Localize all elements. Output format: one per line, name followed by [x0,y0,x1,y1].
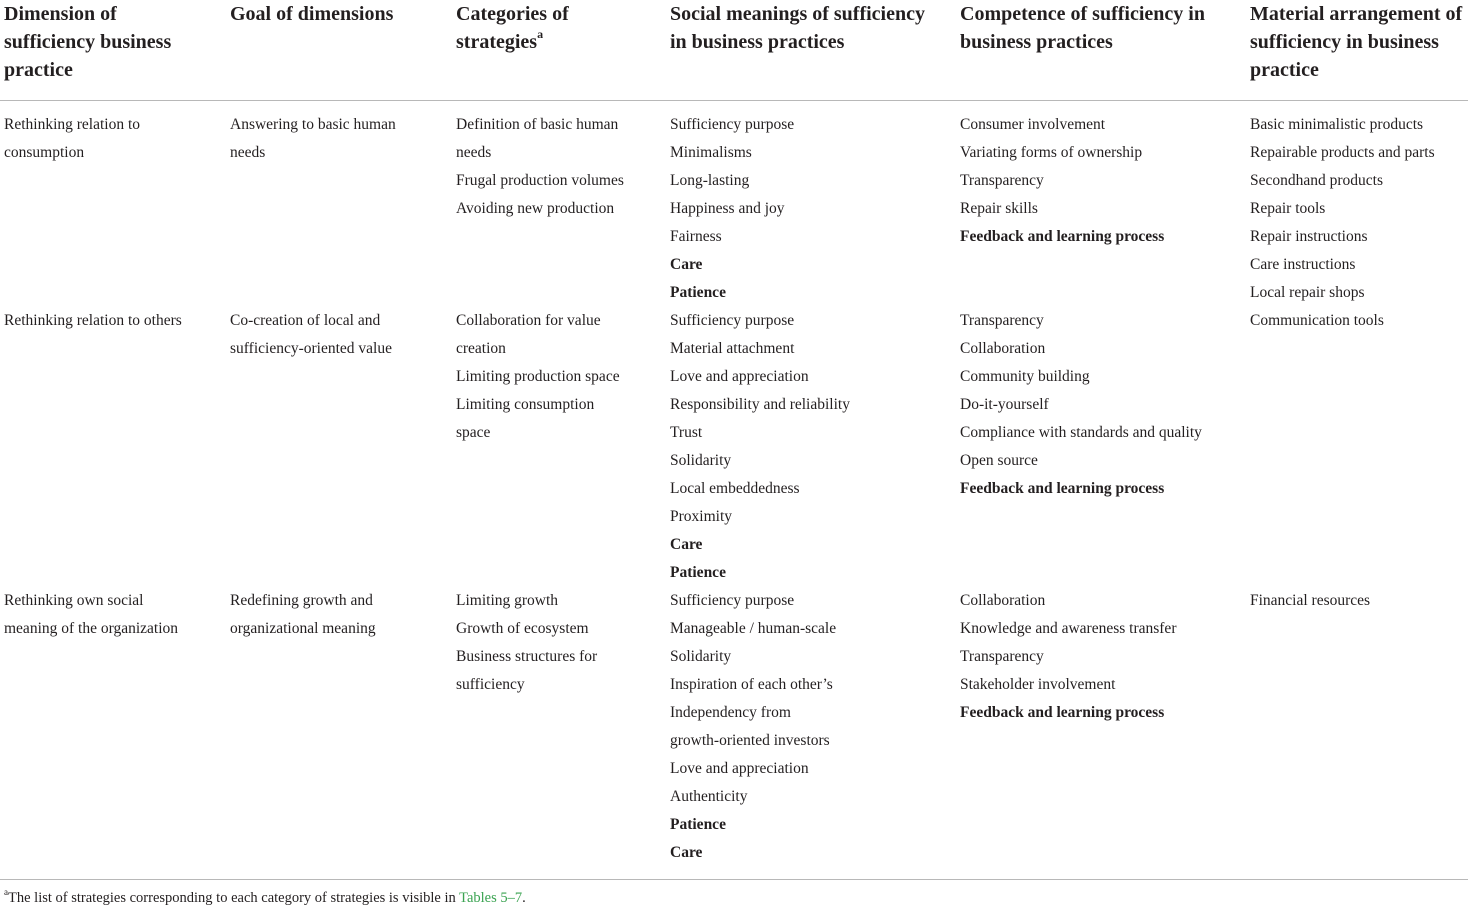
cell-line: consumption [4,144,85,161]
cell-line: Rethinking own social [4,592,144,609]
header-text: business practices [960,31,1113,53]
cell-line: Transparency [960,648,1044,665]
cell-line: Rethinking relation to [4,116,141,133]
cell-line: Material attachment [670,340,795,357]
cell-goal [226,101,452,308]
footnote-marker: a [537,27,544,42]
cell-material [1246,101,1468,308]
cell-line: Solidarity [670,648,732,665]
cell-dimension [0,101,226,308]
cell-line: Feedback and learning process [960,228,1165,245]
cell-social-meanings [666,101,956,308]
cell-line: Care [670,256,703,273]
cell-categories [452,587,666,880]
cell-line: Feedback and learning process [960,704,1165,721]
header-text: sufficiency in business [1250,31,1439,53]
cell-line: Consumer involvement [960,116,1106,133]
cell-line: Collaboration for value [456,312,601,329]
cell-line: Local embeddedness [670,480,800,497]
cell-line: needs [456,144,492,161]
table-row [0,307,1468,587]
cell-line: Transparency [960,172,1044,189]
cell-line: space [456,424,491,441]
cell-line: Rethinking relation to others [4,312,182,329]
cell-line: Transparency [960,312,1044,329]
cell-line: Love and appreciation [670,760,809,777]
cell-line: Community building [960,368,1090,385]
cell-competence [956,101,1246,308]
table-row [0,101,1468,308]
table-row [0,587,1468,880]
cell-line: Do-it-yourself [960,396,1049,413]
cell-line: Communication tools [1250,312,1384,329]
cell-line: Sufficiency purpose [670,116,795,133]
header-text: in business practices [670,31,845,53]
cell-material [1246,307,1468,587]
cell-line: Long-lasting [670,172,750,189]
cell-line: Manageable / human-scale [670,620,837,637]
cell-line: Growth of ecosystem [456,620,589,637]
cell-line: Trust [670,424,703,441]
cell-line: Repair instructions [1250,228,1368,245]
cell-line: organizational meaning [230,620,376,637]
footnote-end: . [522,889,526,906]
cell-line: Repair skills [960,200,1038,217]
cell-line: growth-oriented investors [670,732,830,749]
cell-line: Local repair shops [1250,284,1365,301]
cell-line: Sufficiency purpose [670,312,795,329]
cell-dimension [0,587,226,880]
cell-material [1246,587,1468,880]
header-text: practice [1250,59,1319,81]
header-text: Dimension of [4,3,117,25]
header-text: practice [4,59,73,81]
cell-line: meaning of the organization [4,620,179,637]
header-text: Goal of dimensions [230,3,394,25]
cell-goal [226,307,452,587]
header-dimension [0,0,226,101]
cell-line: sufficiency [456,676,525,693]
cell-line: Open source [960,452,1038,469]
cell-social-meanings [666,307,956,587]
cell-line: Repairable products and parts [1250,144,1435,161]
cell-line: Solidarity [670,452,732,469]
header-text: Competence of sufficiency in [960,3,1205,25]
cell-line: creation [456,340,506,357]
cell-line: Business structures for [456,648,598,665]
cell-line: Fairness [670,228,722,245]
cell-line: Patience [670,284,726,301]
cell-line: Limiting production space [456,368,620,385]
cell-line: Knowledge and awareness transfer [960,620,1177,637]
cell-competence [956,307,1246,587]
header-competence [956,0,1246,101]
cell-line: Avoiding new production [456,200,615,217]
cell-line: Minimalisms [670,144,752,161]
cell-line: Proximity [670,508,733,525]
cell-line: Variating forms of ownership [960,144,1143,161]
header-text: Social meanings of sufficiency [670,3,925,25]
header-text: sufficiency business [4,31,172,53]
cell-line: Care [670,844,703,861]
cell-goal [226,587,452,880]
cell-line: Compliance with standards and quality [960,424,1202,441]
cell-line: Responsibility and reliability [670,396,850,413]
cell-line: Authenticity [670,788,748,805]
cell-line: Care instructions [1250,256,1356,273]
cell-line: Co-creation of local and [230,312,381,329]
cell-line: Independency from [670,704,791,721]
cell-categories [452,101,666,308]
header-text: Material arrangement of [1250,3,1463,25]
header-categories [452,0,666,101]
cell-social-meanings [666,587,956,880]
header-goal [226,0,452,101]
cell-line: Feedback and learning process [960,480,1165,497]
cell-line: Frugal production volumes [456,172,624,189]
header-text: strategies [456,31,538,53]
cell-dimension [0,307,226,587]
tables-link[interactable]: Tables 5–7 [459,889,523,906]
cell-line: Limiting consumption [456,396,595,413]
cell-line: Collaboration [960,592,1046,609]
cell-categories [452,307,666,587]
cell-line: Patience [670,564,726,581]
cell-line: needs [230,144,266,161]
cell-line: Answering to basic human [230,116,396,133]
cell-line: Redefining growth and [230,592,373,609]
cell-line: Love and appreciation [670,368,809,385]
cell-line: sufficiency-oriented value [230,340,392,357]
cell-line: Sufficiency purpose [670,592,795,609]
cell-line: Definition of basic human [456,116,619,133]
header-social-meanings [666,0,956,101]
cell-line: Secondhand products [1250,172,1384,189]
cell-line: Financial resources [1250,592,1371,609]
footnote-text: The list of strategies corresponding to each category of strategies is visible in [8,889,460,906]
header-text: Categories of [456,3,569,25]
cell-line: Repair tools [1250,200,1326,217]
cell-line: Collaboration [960,340,1046,357]
cell-line: Basic minimalistic products [1250,116,1424,133]
footnote-marker: a [4,887,8,897]
header-material [1246,0,1468,101]
cell-line: Patience [670,816,726,833]
cell-line: Stakeholder involvement [960,676,1116,693]
cell-competence [956,587,1246,880]
cell-line: Care [670,536,703,553]
header-row [0,0,1468,101]
cell-line: Happiness and joy [670,200,785,217]
cell-line: Limiting growth [456,592,559,609]
cell-line: Inspiration of each other’s [670,676,833,693]
